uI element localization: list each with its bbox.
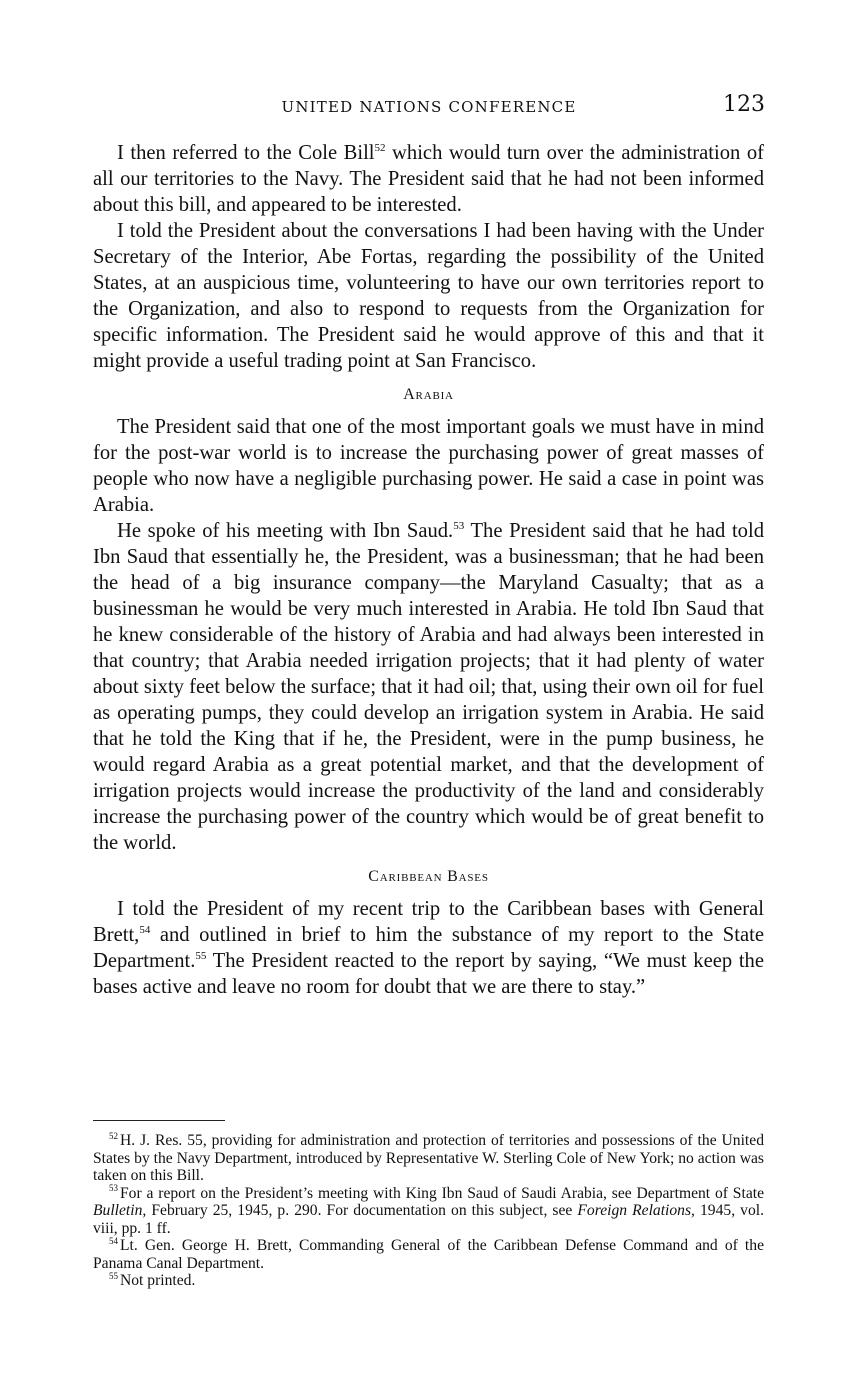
footnote-ref: 54 xyxy=(139,924,151,937)
footnote-52: $^{52}$ H. J. Res. 55, providing for administration and protection of territories and possessions of the United States by the Navy Department, introduced by Representative W. Sterling Cole of New York; no action was taken on this Bill. xyxy=(93,1130,764,1184)
footnote-53: $^{53}$ For a report on the President’s meeting with King Ibn Saud of Saudi Arabia, see Department of State Bulletin, February 25, 1945, p. 290. For documentation on this subject, see Foreign Relations, 1945, vol. viii, pp. 1 ff. xyxy=(93,1183,764,1237)
paragraph: I told the President about the conversations I had been having with the Under Secretary of the Interior, Abe Fortas, regarding the possibility of the United States, at an auspicious time, volunteering to have our own territories report to the Organization, and also to respond to requests from the Organization for specific information. The President said he would approve of this and that it might provide a useful trading point at San Francisco. xyxy=(93,220,764,372)
footnote-ref: 53 xyxy=(453,520,465,533)
footnote-ref: 52 xyxy=(374,142,386,155)
footnotes xyxy=(93,1132,764,1290)
section-heading-arabia: Arabia xyxy=(403,386,454,403)
footnote-divider xyxy=(93,1120,225,1121)
footnote-54: $^{54}$ Lt. Gen. George H. Brett, Commanding General of the Caribbean Defense Command and of the Panama Canal Department. xyxy=(93,1235,764,1272)
body-text xyxy=(93,140,764,1000)
section-heading-caribbean-bases: Caribbean Bases xyxy=(368,868,489,885)
paragraph: I told the President of my recent trip to the Caribbean bases with General Brett,$^{54}$ and outlined in brief to him the substance of my report to the State Department.$^{55}$ The President reacted to the report by saying, “We must keep the bases active and leave no room for doubt that we are there to stay.” xyxy=(93,898,764,998)
paragraph: He spoke of his meeting with Ibn Saud.$^{53}$ The President said that he had told Ibn Saud that essentially he, the President, was a businessman; that he had been the head of a big insurance company—the Maryland Casualty; that as a businessman he would be very much interested in Arabia. He told Ibn Saud that he knew considerable of the history of Arabia and had always been interested in that country; that Arabia needed irrigation projects; that it had plenty of water about sixty feet below the surface; that it had oil; that, using their own oil for fuel as operating pumps, they could develop an irrigation system in Arabia. He said that he told the King that if he, the President, were in the pump business, he would regard Arabia as a great potential market, and that the development of irrigation projects would increase the productivity of the land and considerably increase the purchasing power of the country which would be of great benefit to the world. xyxy=(93,520,764,854)
paragraph: I then referred to the Cole Bill$^{52}$ which would turn over the administration of all our territories to the Navy. The President said that he had not been informed about this bill, and appeared to be interested. xyxy=(93,142,764,216)
footnote-55: $^{55}$ Not printed. xyxy=(109,1270,196,1289)
page-header xyxy=(93,92,765,122)
paragraph: The President said that one of the most important goals we must have in mind for the post-war world is to increase the purchasing power of great masses of people who now have a negligible purchasing power. He said a case in point was Arabia. xyxy=(93,416,764,516)
page-number: 123 xyxy=(723,92,765,117)
footnote-ref: 55 xyxy=(195,950,207,963)
running-title: UNITED NATIONS CONFERENCE xyxy=(281,98,577,116)
